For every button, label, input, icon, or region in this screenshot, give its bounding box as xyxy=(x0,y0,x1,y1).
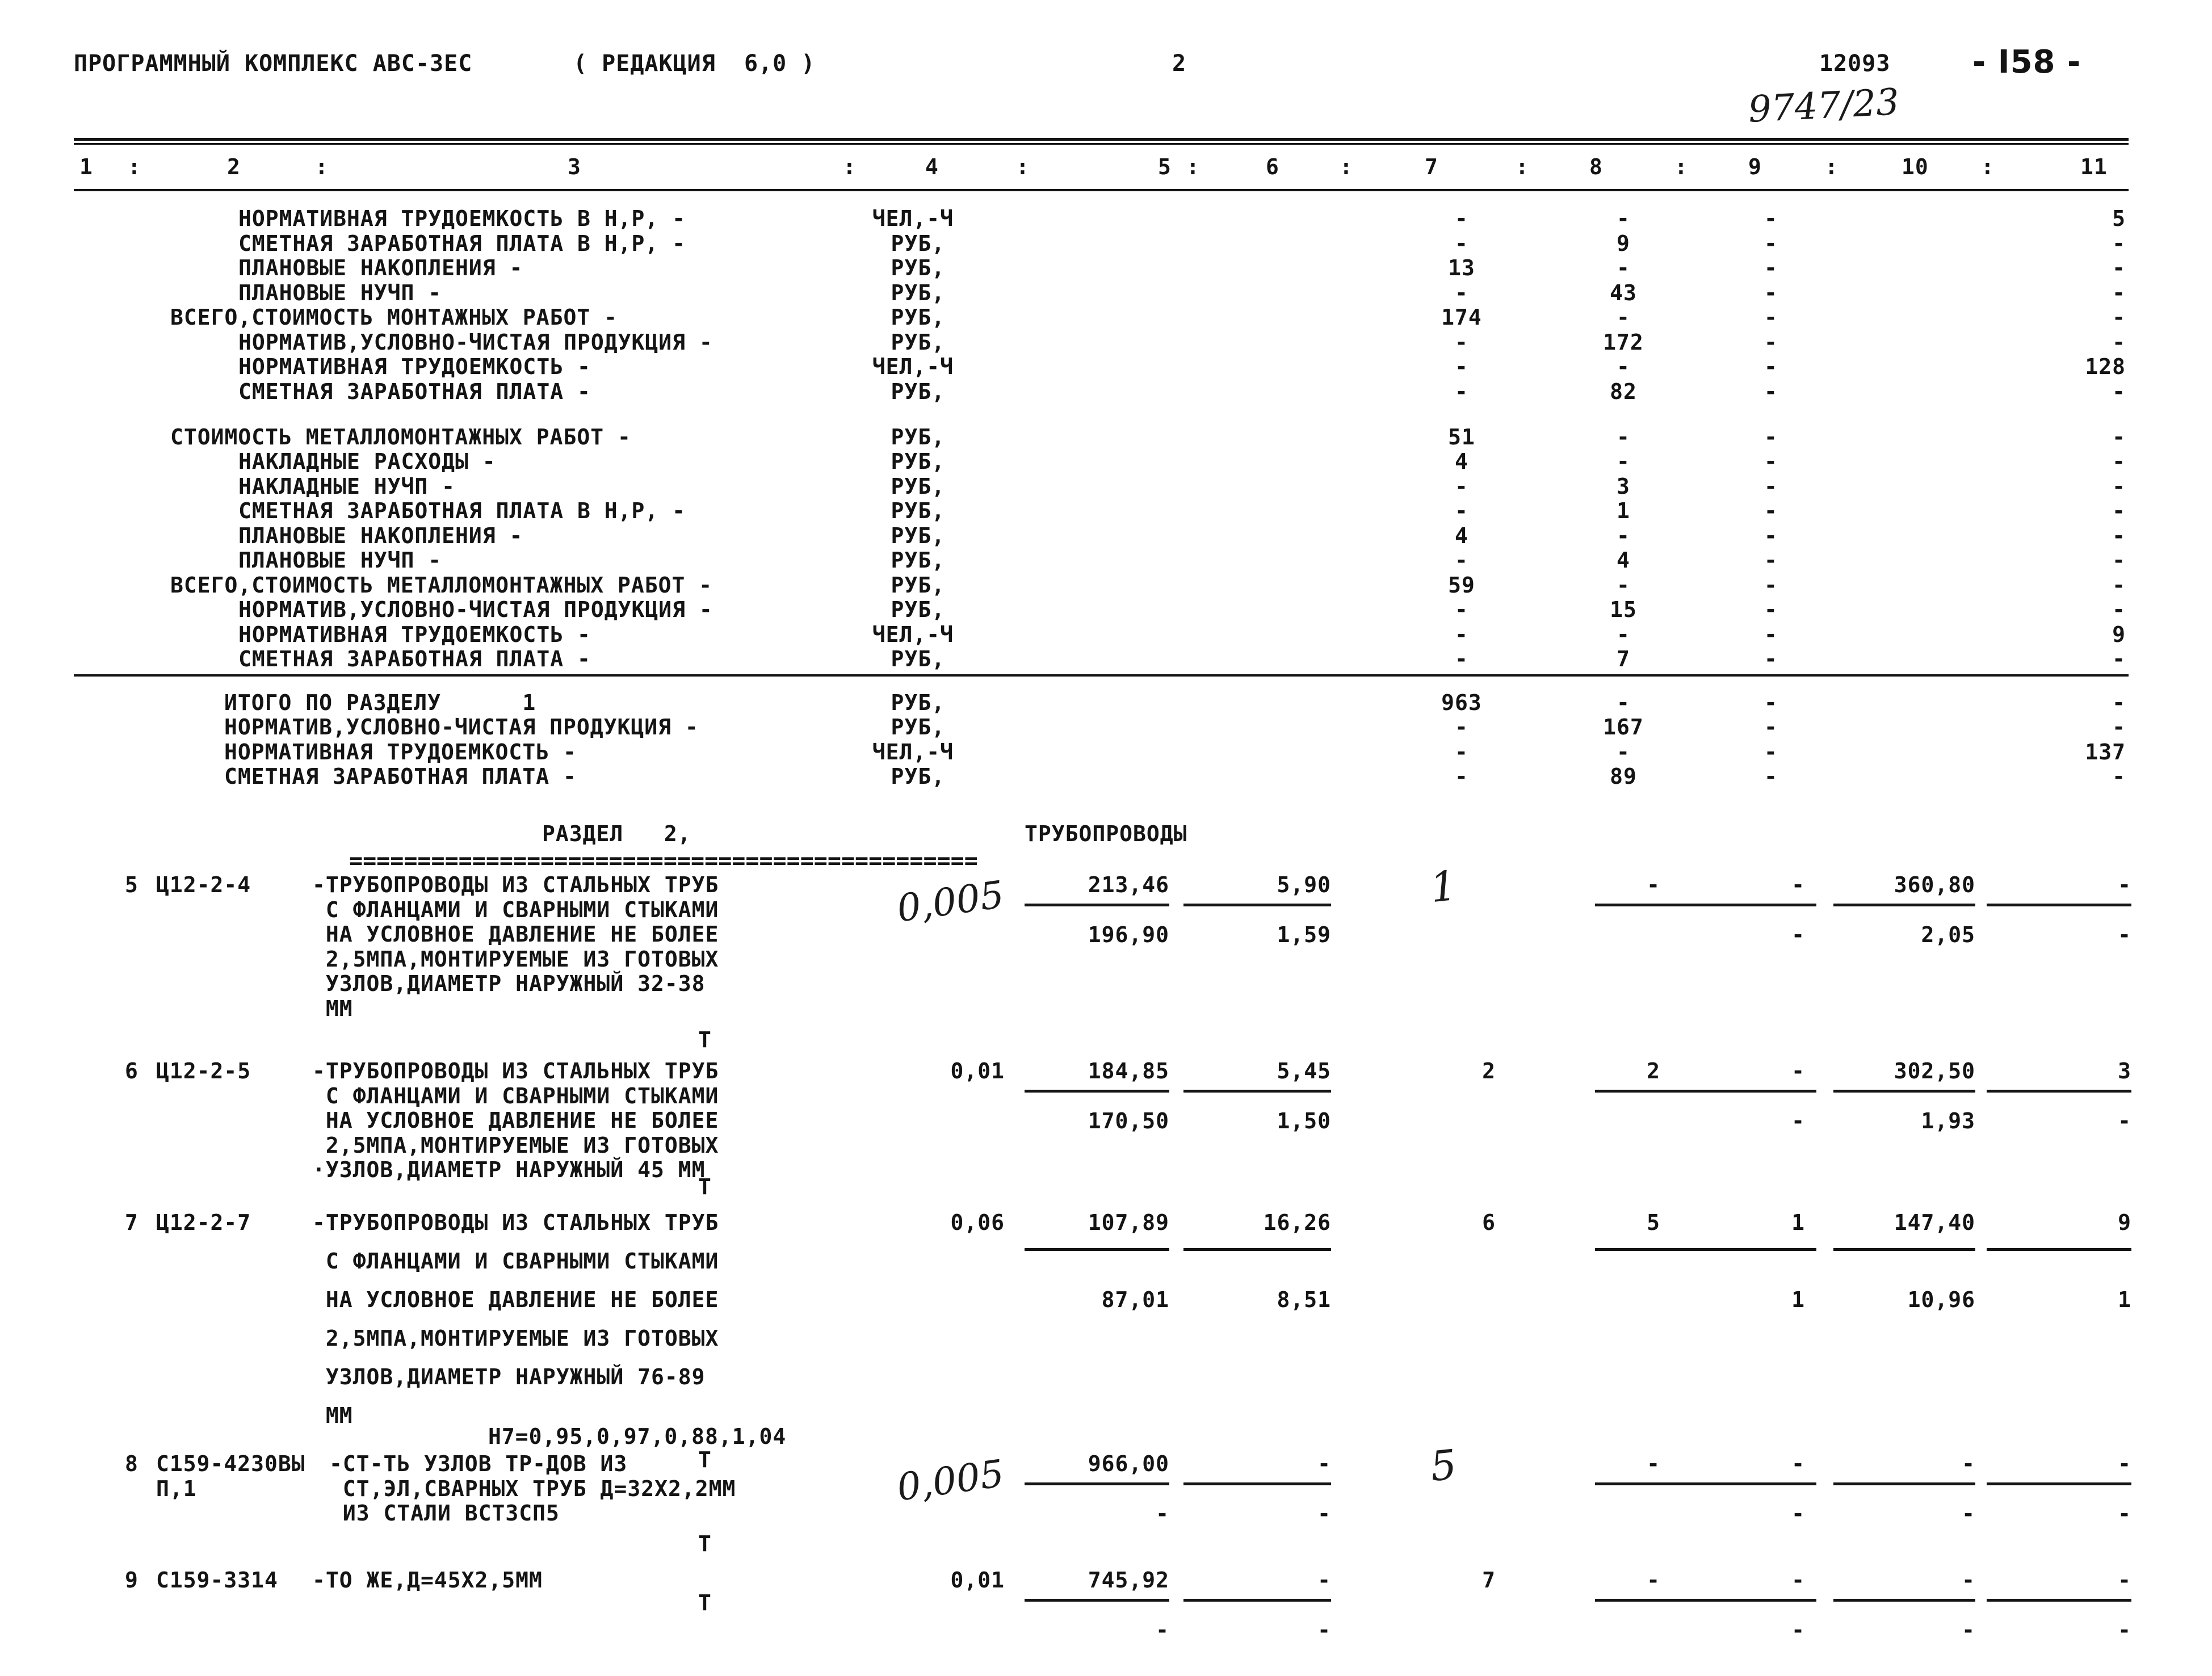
summary-row-c11: - xyxy=(2112,548,2126,573)
summary-row-unit: РУБ, xyxy=(891,498,945,524)
summary-row-c11: 9 xyxy=(2112,621,2126,647)
item-c10-bottom: 10,96 xyxy=(1907,1287,1975,1312)
summary-row-c8: 15 xyxy=(1610,597,1637,623)
column-header-9: 9 xyxy=(1748,154,1762,179)
summary-row-label: НОРМАТИВНАЯ ТРУДОЕМКОСТЬ - xyxy=(224,739,577,765)
summary-row-c7: - xyxy=(1455,715,1468,740)
item-c5-top: 745,92 xyxy=(1088,1568,1169,1593)
item-c5-bottom: - xyxy=(1156,1501,1169,1526)
item-c8: - xyxy=(1647,872,1660,897)
summary-row-label: СТОИМОСТЬ МЕТАЛЛОМОНТАЖНЫХ РАБОТ - xyxy=(170,424,631,450)
item-c9-bottom: - xyxy=(1791,922,1805,947)
summary-row-c8: 43 xyxy=(1610,280,1637,305)
summary-row-c11: - xyxy=(2112,473,2126,499)
summary-row-label: СМЕТНАЯ ЗАРАБОТНАЯ ПЛАТА В Н,Р, - xyxy=(238,498,686,524)
summary-row-label: НАКЛАДНЫЕ НУЧП - xyxy=(238,473,456,499)
item-description-line: 2,5МПА,МОНТИРУЕМЫЕ ИЗ ГОТОВЫХ xyxy=(312,946,719,972)
item-c5-underline xyxy=(1025,1599,1169,1602)
summary-row-label: ВСЕГО,СТОИМОСТЬ МОНТАЖНЫХ РАБОТ - xyxy=(170,305,618,330)
column-separator: : xyxy=(1674,154,1688,179)
summary-row-c9: - xyxy=(1764,621,1778,647)
summary-row-c9: - xyxy=(1764,473,1778,499)
summary-row-c7: - xyxy=(1455,230,1468,256)
item-c11-top: 9 xyxy=(2118,1210,2131,1235)
summary-row-label: НОРМАТИВ,УСЛОВНО-ЧИСТАЯ ПРОДУКЦИЯ - xyxy=(238,597,713,623)
header-code: 12093 xyxy=(1819,51,1891,77)
column-header-5: 5 xyxy=(1158,154,1172,179)
item-c9-bottom: - xyxy=(1791,1501,1805,1526)
header-edition: ( РЕДАКЦИЯ 6,0 ) xyxy=(573,51,816,77)
item-c6-underline xyxy=(1183,1090,1331,1093)
summary-row-c9: - xyxy=(1764,498,1778,524)
item-description-line: 2,5МПА,МОНТИРУЕМЫЕ ИЗ ГОТОВЫХ xyxy=(312,1132,719,1158)
column-header-2: 2 xyxy=(227,154,241,179)
summary-row-label: СМЕТНАЯ ЗАРАБОТНАЯ ПЛАТА - xyxy=(224,764,577,789)
summary-row-label: НОРМАТИВ,УСЛОВНО-ЧИСТАЯ ПРОДУКЦИЯ - xyxy=(238,329,713,355)
item-c11-underline xyxy=(1987,904,2131,906)
item-c6-top: 5,45 xyxy=(1277,1058,1331,1083)
item-c10-underline xyxy=(1833,904,1975,906)
summary-row-c8: - xyxy=(1617,690,1630,715)
summary-row-unit: РУБ, xyxy=(891,329,945,355)
summary-row-c11: 128 xyxy=(2085,354,2126,379)
summary-row-c7: - xyxy=(1455,379,1468,404)
summary-row-label: СМЕТНАЯ ЗАРАБОТНАЯ ПЛАТА - xyxy=(238,379,591,404)
column-separator: : xyxy=(1516,154,1529,179)
summary-row-unit: РУБ, xyxy=(891,523,945,548)
column-separator: : xyxy=(1981,154,1995,179)
item-c5-underline xyxy=(1025,1248,1169,1251)
item-description-line: С ФЛАНЦАМИ И СВАРНЫМИ СТЫКАМИ xyxy=(312,1083,719,1108)
item-c11-top: - xyxy=(2118,1568,2131,1593)
summary-row-c8: - xyxy=(1617,305,1630,330)
summary-row-c11: - xyxy=(2112,498,2126,524)
column-header-4: 4 xyxy=(925,154,939,179)
summary-row-c9: - xyxy=(1764,255,1778,280)
summary-row-c7: - xyxy=(1455,329,1468,355)
summary-row-c11: - xyxy=(2112,690,2126,715)
summary-row-c8: 3 xyxy=(1617,473,1630,499)
summary-row-unit: РУБ, xyxy=(891,230,945,256)
summary-row-c7: 51 xyxy=(1448,424,1475,450)
item-c10-top: - xyxy=(1962,1451,1975,1476)
summary-row-label: СМЕТНАЯ ЗАРАБОТНАЯ ПЛАТА В Н,Р, - xyxy=(238,230,686,256)
summary-row-label: ПЛАНОВЫЕ НАКОПЛЕНИЯ - xyxy=(238,255,523,280)
summary-row-c9: - xyxy=(1764,449,1778,474)
summary-row-unit: ЧЕЛ,-Ч xyxy=(872,739,954,765)
summary-row-c8: - xyxy=(1617,572,1630,598)
column-separator: : xyxy=(315,154,329,179)
table-header-rule xyxy=(74,189,2129,191)
item-c9-top: - xyxy=(1791,872,1805,897)
summary-row-c8: 172 xyxy=(1603,329,1644,355)
item-unit: Т xyxy=(698,1027,712,1052)
item-description-line: -ТРУБОПРОВОДЫ ИЗ СТАЛЬНЫХ ТРУБ xyxy=(312,872,719,897)
item-c5-top: 184,85 xyxy=(1088,1058,1169,1083)
summary-row-label: НОРМАТИВ,УСЛОВНО-ЧИСТАЯ ПРОДУКЦИЯ - xyxy=(224,715,699,740)
item-description-line: ·УЗЛОВ,ДИАМЕТР НАРУЖНЫЙ 45 ММ xyxy=(312,1157,706,1182)
item-c6-top: - xyxy=(1317,1451,1331,1476)
summary-row-c11: 5 xyxy=(2112,206,2126,231)
item-c9-top: - xyxy=(1791,1058,1805,1083)
item-quantity: 0,01 xyxy=(950,1568,1005,1593)
item-c11-underline xyxy=(1987,1090,2131,1093)
summary-row-c9: - xyxy=(1764,739,1778,765)
item-c7: 6 xyxy=(1482,1210,1496,1235)
summary-row-unit: РУБ, xyxy=(891,449,945,474)
summary-row-c7: - xyxy=(1455,206,1468,231)
column-header-6: 6 xyxy=(1266,154,1279,179)
item-c6-bottom: 8,51 xyxy=(1277,1287,1331,1312)
summary-row-label: ПЛАНОВЫЕ НУЧП - xyxy=(238,548,442,573)
summary-row-c11: - xyxy=(2112,329,2126,355)
item-unit: Т xyxy=(698,1590,712,1615)
item-c9-top: - xyxy=(1791,1568,1805,1593)
item-c5-underline xyxy=(1025,1482,1169,1485)
summary-row-label: НАКЛАДНЫЕ РАСХОДЫ - xyxy=(238,449,496,474)
summary-row-c7: 4 xyxy=(1455,523,1468,548)
item-c10-underline xyxy=(1833,1599,1975,1602)
item-c9-bottom: 1 xyxy=(1791,1287,1805,1312)
item-c9-underline xyxy=(1663,1090,1816,1093)
summary-row-unit: РУБ, xyxy=(891,280,945,305)
summary-row-c9: - xyxy=(1764,646,1778,672)
section-total-rule xyxy=(74,674,2129,677)
summary-row-c8: - xyxy=(1617,206,1630,231)
summary-row-c9: - xyxy=(1764,764,1778,789)
summary-row-c8: 4 xyxy=(1617,548,1630,573)
item-c5-bottom: - xyxy=(1156,1618,1169,1643)
column-separator: : xyxy=(128,154,141,179)
summary-row-c8: - xyxy=(1617,523,1630,548)
item-c10-bottom: - xyxy=(1962,1618,1975,1643)
item-c6-bottom: 1,59 xyxy=(1277,922,1331,947)
item-quantity: 0,01 xyxy=(950,1058,1005,1083)
summary-row-c9: - xyxy=(1764,715,1778,740)
summary-row-c9: - xyxy=(1764,572,1778,598)
summary-row-c11: - xyxy=(2112,305,2126,330)
item-c11-underline xyxy=(1987,1482,2131,1485)
item-c6-top: - xyxy=(1317,1568,1331,1593)
item-c8: 5 xyxy=(1647,1210,1660,1235)
summary-row-unit: ЧЕЛ,-Ч xyxy=(872,206,954,231)
summary-row-unit: РУБ, xyxy=(891,424,945,450)
summary-row-c8: - xyxy=(1617,424,1630,450)
summary-row-label: ВСЕГО,СТОИМОСТЬ МЕТАЛЛОМОНТАЖНЫХ РАБОТ - xyxy=(170,572,713,598)
item-c6-underline xyxy=(1183,1248,1331,1251)
summary-row-c8: 89 xyxy=(1610,764,1637,789)
item-code: Ц12-2-7 xyxy=(156,1210,251,1235)
item-c8: - xyxy=(1647,1568,1660,1593)
item-code: Ц12-2-5 xyxy=(156,1058,251,1083)
item-c5-underline xyxy=(1025,1090,1169,1093)
item-c11-top: - xyxy=(2118,1451,2131,1476)
table-top-rule xyxy=(74,138,2129,141)
summary-row-unit: РУБ, xyxy=(891,715,945,740)
item-c10-bottom: 2,05 xyxy=(1921,922,1975,947)
summary-row-c11: - xyxy=(2112,523,2126,548)
item-c5-top: 966,00 xyxy=(1088,1451,1169,1476)
item-c8: - xyxy=(1647,1451,1660,1476)
summary-row-unit: ЧЕЛ,-Ч xyxy=(872,354,954,379)
summary-row-unit: РУБ, xyxy=(891,305,945,330)
summary-row-c7: - xyxy=(1455,739,1468,765)
summary-row-c11: - xyxy=(2112,597,2126,623)
summary-row-c9: - xyxy=(1764,690,1778,715)
summary-row-c9: - xyxy=(1764,329,1778,355)
item-number: 9 xyxy=(125,1568,138,1593)
item-c11-bottom: - xyxy=(2118,1618,2131,1643)
column-separator: : xyxy=(1186,154,1200,179)
summary-row-c8: - xyxy=(1617,255,1630,280)
item-c6-top: 16,26 xyxy=(1263,1210,1331,1235)
column-separator: : xyxy=(1825,154,1839,179)
item-description-line: НА УСЛОВНОЕ ДАВЛЕНИЕ НЕ БОЛЕЕ xyxy=(312,922,719,947)
column-header-1: 1 xyxy=(79,154,93,179)
summary-row-c7: - xyxy=(1455,498,1468,524)
item-unit: Т xyxy=(698,1447,712,1472)
summary-row-c7: 174 xyxy=(1441,305,1482,330)
item-c7-handwritten: 1 xyxy=(1428,861,1459,912)
header-program: ПРОГРАММНЫЙ КОМПЛЕКС АВС-3ЕС xyxy=(74,51,473,77)
summary-row-c11: - xyxy=(2112,424,2126,450)
summary-row-c9: - xyxy=(1764,305,1778,330)
summary-row-c8: 82 xyxy=(1610,379,1637,404)
section-label: РАЗДЕЛ 2, xyxy=(542,821,691,846)
column-separator: : xyxy=(1340,154,1353,179)
item-description-line: С ФЛАНЦАМИ И СВАРНЫМИ СТЫКАМИ xyxy=(312,1249,719,1274)
item-c9-underline xyxy=(1663,1599,1816,1602)
column-header-8: 8 xyxy=(1589,154,1603,179)
summary-row-c11: - xyxy=(2112,379,2126,404)
header-page-no: 2 xyxy=(1172,51,1187,77)
summary-row-label: ИТОГО ПО РАЗДЕЛУ 1 xyxy=(224,690,536,715)
summary-row-c8: 1 xyxy=(1617,498,1630,524)
column-header-7: 7 xyxy=(1425,154,1438,179)
item-quantity: 0,06 xyxy=(950,1210,1005,1235)
item-c10-underline xyxy=(1833,1090,1975,1093)
section-underline: ============================================== xyxy=(349,848,978,874)
item-c11-bottom: 1 xyxy=(2118,1287,2131,1312)
item-c6-underline xyxy=(1183,904,1331,906)
item-quantity-handwritten: 0,005 xyxy=(894,1451,1007,1510)
item-c5-bottom: 170,50 xyxy=(1088,1108,1169,1133)
item-description-line: 2,5МПА,МОНТИРУЕМЫЕ ИЗ ГОТОВЫХ xyxy=(312,1326,719,1351)
item-description-line: -СТ-ТЬ УЗЛОВ ТР-ДОВ ИЗ xyxy=(329,1451,628,1476)
summary-row-c9: - xyxy=(1764,230,1778,256)
summary-row-c9: - xyxy=(1764,354,1778,379)
header-sheet: - I58 - xyxy=(1972,44,2081,81)
column-header-11: 11 xyxy=(2080,154,2108,179)
summary-row-c7: - xyxy=(1455,621,1468,647)
item-c11-underline xyxy=(1987,1599,2131,1602)
summary-row-unit: РУБ, xyxy=(891,379,945,404)
item-c7: 7 xyxy=(1482,1568,1496,1593)
summary-row-unit: РУБ, xyxy=(891,572,945,598)
summary-row-c8: - xyxy=(1617,354,1630,379)
item-c5-bottom: 196,90 xyxy=(1088,922,1169,947)
table-top-rule-2 xyxy=(74,143,2129,145)
item-c9-bottom: - xyxy=(1791,1108,1805,1133)
handwritten-ref-number: 9747/23 xyxy=(1747,81,1900,131)
item-pre-line: Н7=0,95,0,97,0,88,1,04 xyxy=(488,1424,787,1449)
item-description-line: -ТРУБОПРОВОДЫ ИЗ СТАЛЬНЫХ ТРУБ xyxy=(312,1210,719,1235)
item-c6-top: 5,90 xyxy=(1277,872,1331,897)
summary-row-unit: РУБ, xyxy=(891,764,945,789)
summary-row-c9: - xyxy=(1764,206,1778,231)
item-c9-top: - xyxy=(1791,1451,1805,1476)
column-separator: : xyxy=(843,154,857,179)
item-quantity-handwritten: 0,005 xyxy=(894,872,1007,931)
summary-row-unit: РУБ, xyxy=(891,548,945,573)
item-description-line: СТ,ЭЛ,СВАРНЫХ ТРУБ Д=32Х2,2ММ xyxy=(329,1476,736,1501)
summary-row-c11: - xyxy=(2112,280,2126,305)
item-c11-top: 3 xyxy=(2118,1058,2131,1083)
item-c5-top: 107,89 xyxy=(1088,1210,1169,1235)
item-description-line: ММ xyxy=(312,1403,353,1428)
item-c9-underline xyxy=(1663,1248,1816,1251)
item-number: 8 xyxy=(125,1451,138,1476)
item-description-line: ИЗ СТАЛИ ВСТ3СП5 xyxy=(329,1501,560,1526)
column-separator: : xyxy=(1016,154,1030,179)
item-c11-bottom: - xyxy=(2118,1501,2131,1526)
summary-row-c7: 59 xyxy=(1448,572,1475,598)
summary-row-c11: - xyxy=(2112,255,2126,280)
summary-row-c7: - xyxy=(1455,354,1468,379)
summary-row-c7: - xyxy=(1455,473,1468,499)
column-header-10: 10 xyxy=(1902,154,1929,179)
summary-row-c8: - xyxy=(1617,739,1630,765)
summary-row-c8: - xyxy=(1617,621,1630,647)
item-c10-top: - xyxy=(1962,1568,1975,1593)
summary-row-c11: - xyxy=(2112,764,2126,789)
item-code: С159-3314 xyxy=(156,1568,278,1593)
summary-row-c9: - xyxy=(1764,424,1778,450)
item-c10-top: 360,80 xyxy=(1894,872,1975,897)
summary-row-c7: - xyxy=(1455,646,1468,672)
item-c10-bottom: - xyxy=(1962,1501,1975,1526)
item-description-line: УЗЛОВ,ДИАМЕТР НАРУЖНЫЙ 32-38 xyxy=(312,971,706,996)
item-description-line: -ТРУБОПРОВОДЫ ИЗ СТАЛЬНЫХ ТРУБ xyxy=(312,1058,719,1083)
item-c6-bottom: - xyxy=(1317,1501,1331,1526)
item-c10-top: 147,40 xyxy=(1894,1210,1975,1235)
summary-row-label: НОРМАТИВНАЯ ТРУДОЕМКОСТЬ В Н,Р, - xyxy=(238,206,686,231)
item-c8: 2 xyxy=(1647,1058,1660,1083)
item-description-line: -ТО ЖЕ,Д=45Х2,5ММ xyxy=(312,1568,543,1593)
summary-row-c8: 9 xyxy=(1617,230,1630,256)
item-code-2: П,1 xyxy=(156,1476,197,1501)
summary-row-c11: - xyxy=(2112,449,2126,474)
item-c7: 2 xyxy=(1482,1058,1496,1083)
summary-row-label: НОРМАТИВНАЯ ТРУДОЕМКОСТЬ - xyxy=(238,621,591,647)
item-c10-bottom: 1,93 xyxy=(1921,1108,1975,1133)
item-code: Ц12-2-4 xyxy=(156,872,251,897)
item-description-line: НА УСЛОВНОЕ ДАВЛЕНИЕ НЕ БОЛЕЕ xyxy=(312,1108,719,1133)
summary-row-c7: 13 xyxy=(1448,255,1475,280)
item-description-line: С ФЛАНЦАМИ И СВАРНЫМИ СТЫКАМИ xyxy=(312,897,719,922)
item-number: 6 xyxy=(125,1058,138,1083)
item-c11-top: - xyxy=(2118,872,2131,897)
summary-row-c7: - xyxy=(1455,548,1468,573)
item-description-line: УЗЛОВ,ДИАМЕТР НАРУЖНЫЙ 76-89 xyxy=(312,1364,706,1389)
item-c6-bottom: - xyxy=(1317,1618,1331,1643)
item-c5-top: 213,46 xyxy=(1088,872,1169,897)
summary-row-c9: - xyxy=(1764,379,1778,404)
column-header-3: 3 xyxy=(568,154,581,179)
item-unit: Т xyxy=(698,1174,712,1199)
summary-row-label: ПЛАНОВЫЕ НУЧП - xyxy=(238,280,442,305)
summary-row-c9: - xyxy=(1764,280,1778,305)
summary-row-c8: 7 xyxy=(1617,646,1630,672)
summary-row-c8: - xyxy=(1617,449,1630,474)
summary-row-c9: - xyxy=(1764,548,1778,573)
summary-row-label: ПЛАНОВЫЕ НАКОПЛЕНИЯ - xyxy=(238,523,523,548)
summary-row-c7: - xyxy=(1455,280,1468,305)
summary-row-c7: - xyxy=(1455,597,1468,623)
item-c6-bottom: 1,50 xyxy=(1277,1108,1331,1133)
summary-row-c11: - xyxy=(2112,572,2126,598)
item-c6-underline xyxy=(1183,1599,1331,1602)
summary-row-unit: РУБ, xyxy=(891,646,945,672)
summary-row-unit: РУБ, xyxy=(891,690,945,715)
summary-row-c9: - xyxy=(1764,597,1778,623)
item-code: С159-4230ВЫ xyxy=(156,1451,305,1476)
item-c7-handwritten: 5 xyxy=(1428,1440,1459,1491)
summary-row-unit: РУБ, xyxy=(891,597,945,623)
item-c5-underline xyxy=(1025,904,1169,906)
summary-row-c7: 4 xyxy=(1455,449,1468,474)
summary-row-c8: 167 xyxy=(1603,715,1644,740)
item-c10-underline xyxy=(1833,1248,1975,1251)
item-description-line: НА УСЛОВНОЕ ДАВЛЕНИЕ НЕ БОЛЕЕ xyxy=(312,1287,719,1312)
item-c9-bottom: - xyxy=(1791,1618,1805,1643)
summary-row-unit: РУБ, xyxy=(891,473,945,499)
item-c5-bottom: 87,01 xyxy=(1101,1287,1169,1312)
item-c6-underline xyxy=(1183,1482,1331,1485)
item-number: 7 xyxy=(125,1210,138,1235)
summary-row-c11: - xyxy=(2112,646,2126,672)
item-c10-underline xyxy=(1833,1482,1975,1485)
item-c11-bottom: - xyxy=(2118,1108,2131,1133)
summary-row-c7: - xyxy=(1455,764,1468,789)
summary-row-label: НОРМАТИВНАЯ ТРУДОЕМКОСТЬ - xyxy=(238,354,591,379)
item-c9-underline xyxy=(1663,1482,1816,1485)
summary-row-c11: - xyxy=(2112,715,2126,740)
item-c9-underline xyxy=(1663,904,1816,906)
summary-row-c9: - xyxy=(1764,523,1778,548)
summary-row-label: СМЕТНАЯ ЗАРАБОТНАЯ ПЛАТА - xyxy=(238,646,591,672)
item-c11-underline xyxy=(1987,1248,2131,1251)
summary-row-c7: 963 xyxy=(1441,690,1482,715)
item-c10-top: 302,50 xyxy=(1894,1058,1975,1083)
section-title: ТРУБОПРОВОДЫ xyxy=(1025,821,1187,846)
item-number: 5 xyxy=(125,872,138,897)
item-c9-top: 1 xyxy=(1791,1210,1805,1235)
summary-row-unit: ЧЕЛ,-Ч xyxy=(872,621,954,647)
summary-row-unit: РУБ, xyxy=(891,255,945,280)
summary-row-c11: - xyxy=(2112,230,2126,256)
item-unit: Т xyxy=(698,1531,712,1556)
item-c11-bottom: - xyxy=(2118,922,2131,947)
summary-row-c11: 137 xyxy=(2085,739,2126,765)
item-description-line: ММ xyxy=(312,995,353,1021)
